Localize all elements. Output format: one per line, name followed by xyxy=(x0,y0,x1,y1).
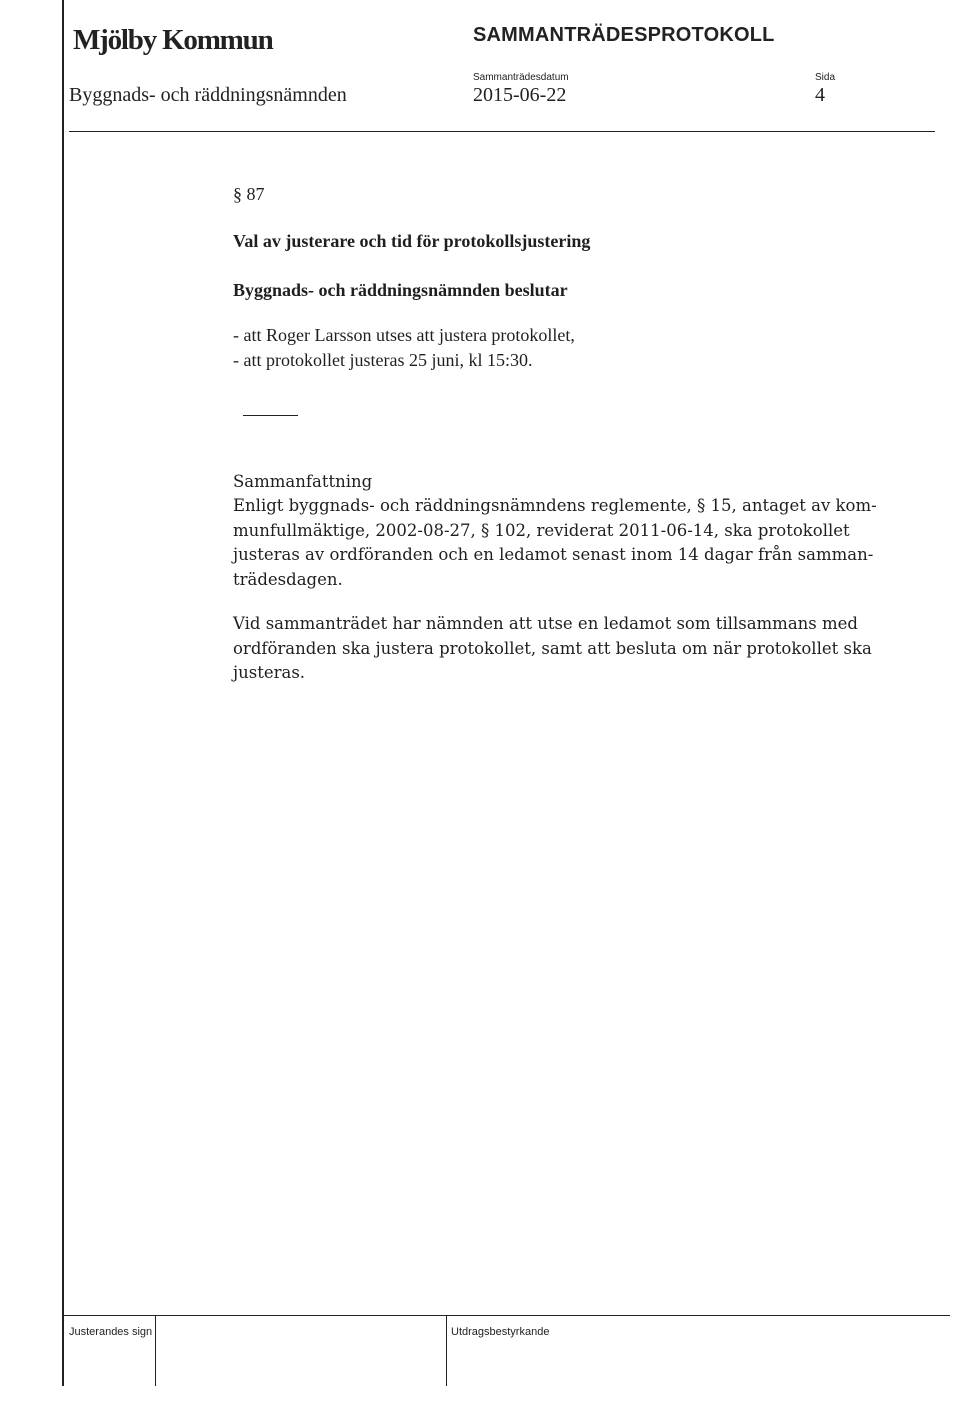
summary-line: justeras av ordföranden och en ledamot senast inom 14 dagar från samman- xyxy=(233,545,874,564)
decision-heading: Byggnads- och räddningsnämnden beslutar xyxy=(233,280,568,300)
summary-line: trädesdagen. xyxy=(233,569,343,589)
summary-paragraph xyxy=(233,494,883,592)
org-name: Mjölby Kommun xyxy=(73,24,273,56)
summary-heading: Sammanfattning xyxy=(233,472,373,491)
section-separator xyxy=(243,415,298,416)
page-number: 4 xyxy=(815,84,825,106)
footer-divider xyxy=(62,1315,950,1316)
decision-item: - att Roger Larsson utses att justera protokollet, xyxy=(233,325,575,345)
summary-line: Vid sammanträdet har nämnden att utse en ledamot som tillsammans med xyxy=(233,614,858,633)
summary-line: justeras. xyxy=(233,663,306,682)
signature-field-label: Justerandes sign xyxy=(69,1326,153,1338)
document-type: SAMMANTRÄDESPROTOKOLL xyxy=(473,24,775,46)
summary-line: Enligt byggnads- och räddningsnämndens reglemente, § 15, antaget av kom- xyxy=(233,496,877,515)
summary-paragraph-2 xyxy=(233,612,883,686)
paragraph-number: § 87 xyxy=(233,184,265,204)
summary-line: ordföranden ska justera protokollet, samt att besluta om när protokollet ska xyxy=(233,638,872,658)
meeting-date-label: Sammanträdesdatum xyxy=(473,72,569,83)
header-divider xyxy=(69,131,935,132)
sign-box-divider xyxy=(155,1316,156,1386)
extract-certification-label: Utdragsbestyrkande xyxy=(451,1326,550,1338)
extract-box-divider xyxy=(446,1316,447,1386)
decision-item: - att protokollet justeras 25 juni, kl 15:30. xyxy=(233,349,533,370)
decision-list xyxy=(233,323,873,372)
meeting-date: 2015-06-22 xyxy=(473,84,567,106)
section-title: Val av justerare och tid för protokollsjustering xyxy=(233,231,591,251)
summary-line: munfullmäktige, 2002-08-27, § 102, reviderat 2011-06-14, ska protokollet xyxy=(233,520,850,540)
left-margin-rule xyxy=(62,0,64,1386)
page-label: Sida xyxy=(815,72,836,83)
board-name: Byggnads- och räddningsnämnden xyxy=(69,84,347,106)
